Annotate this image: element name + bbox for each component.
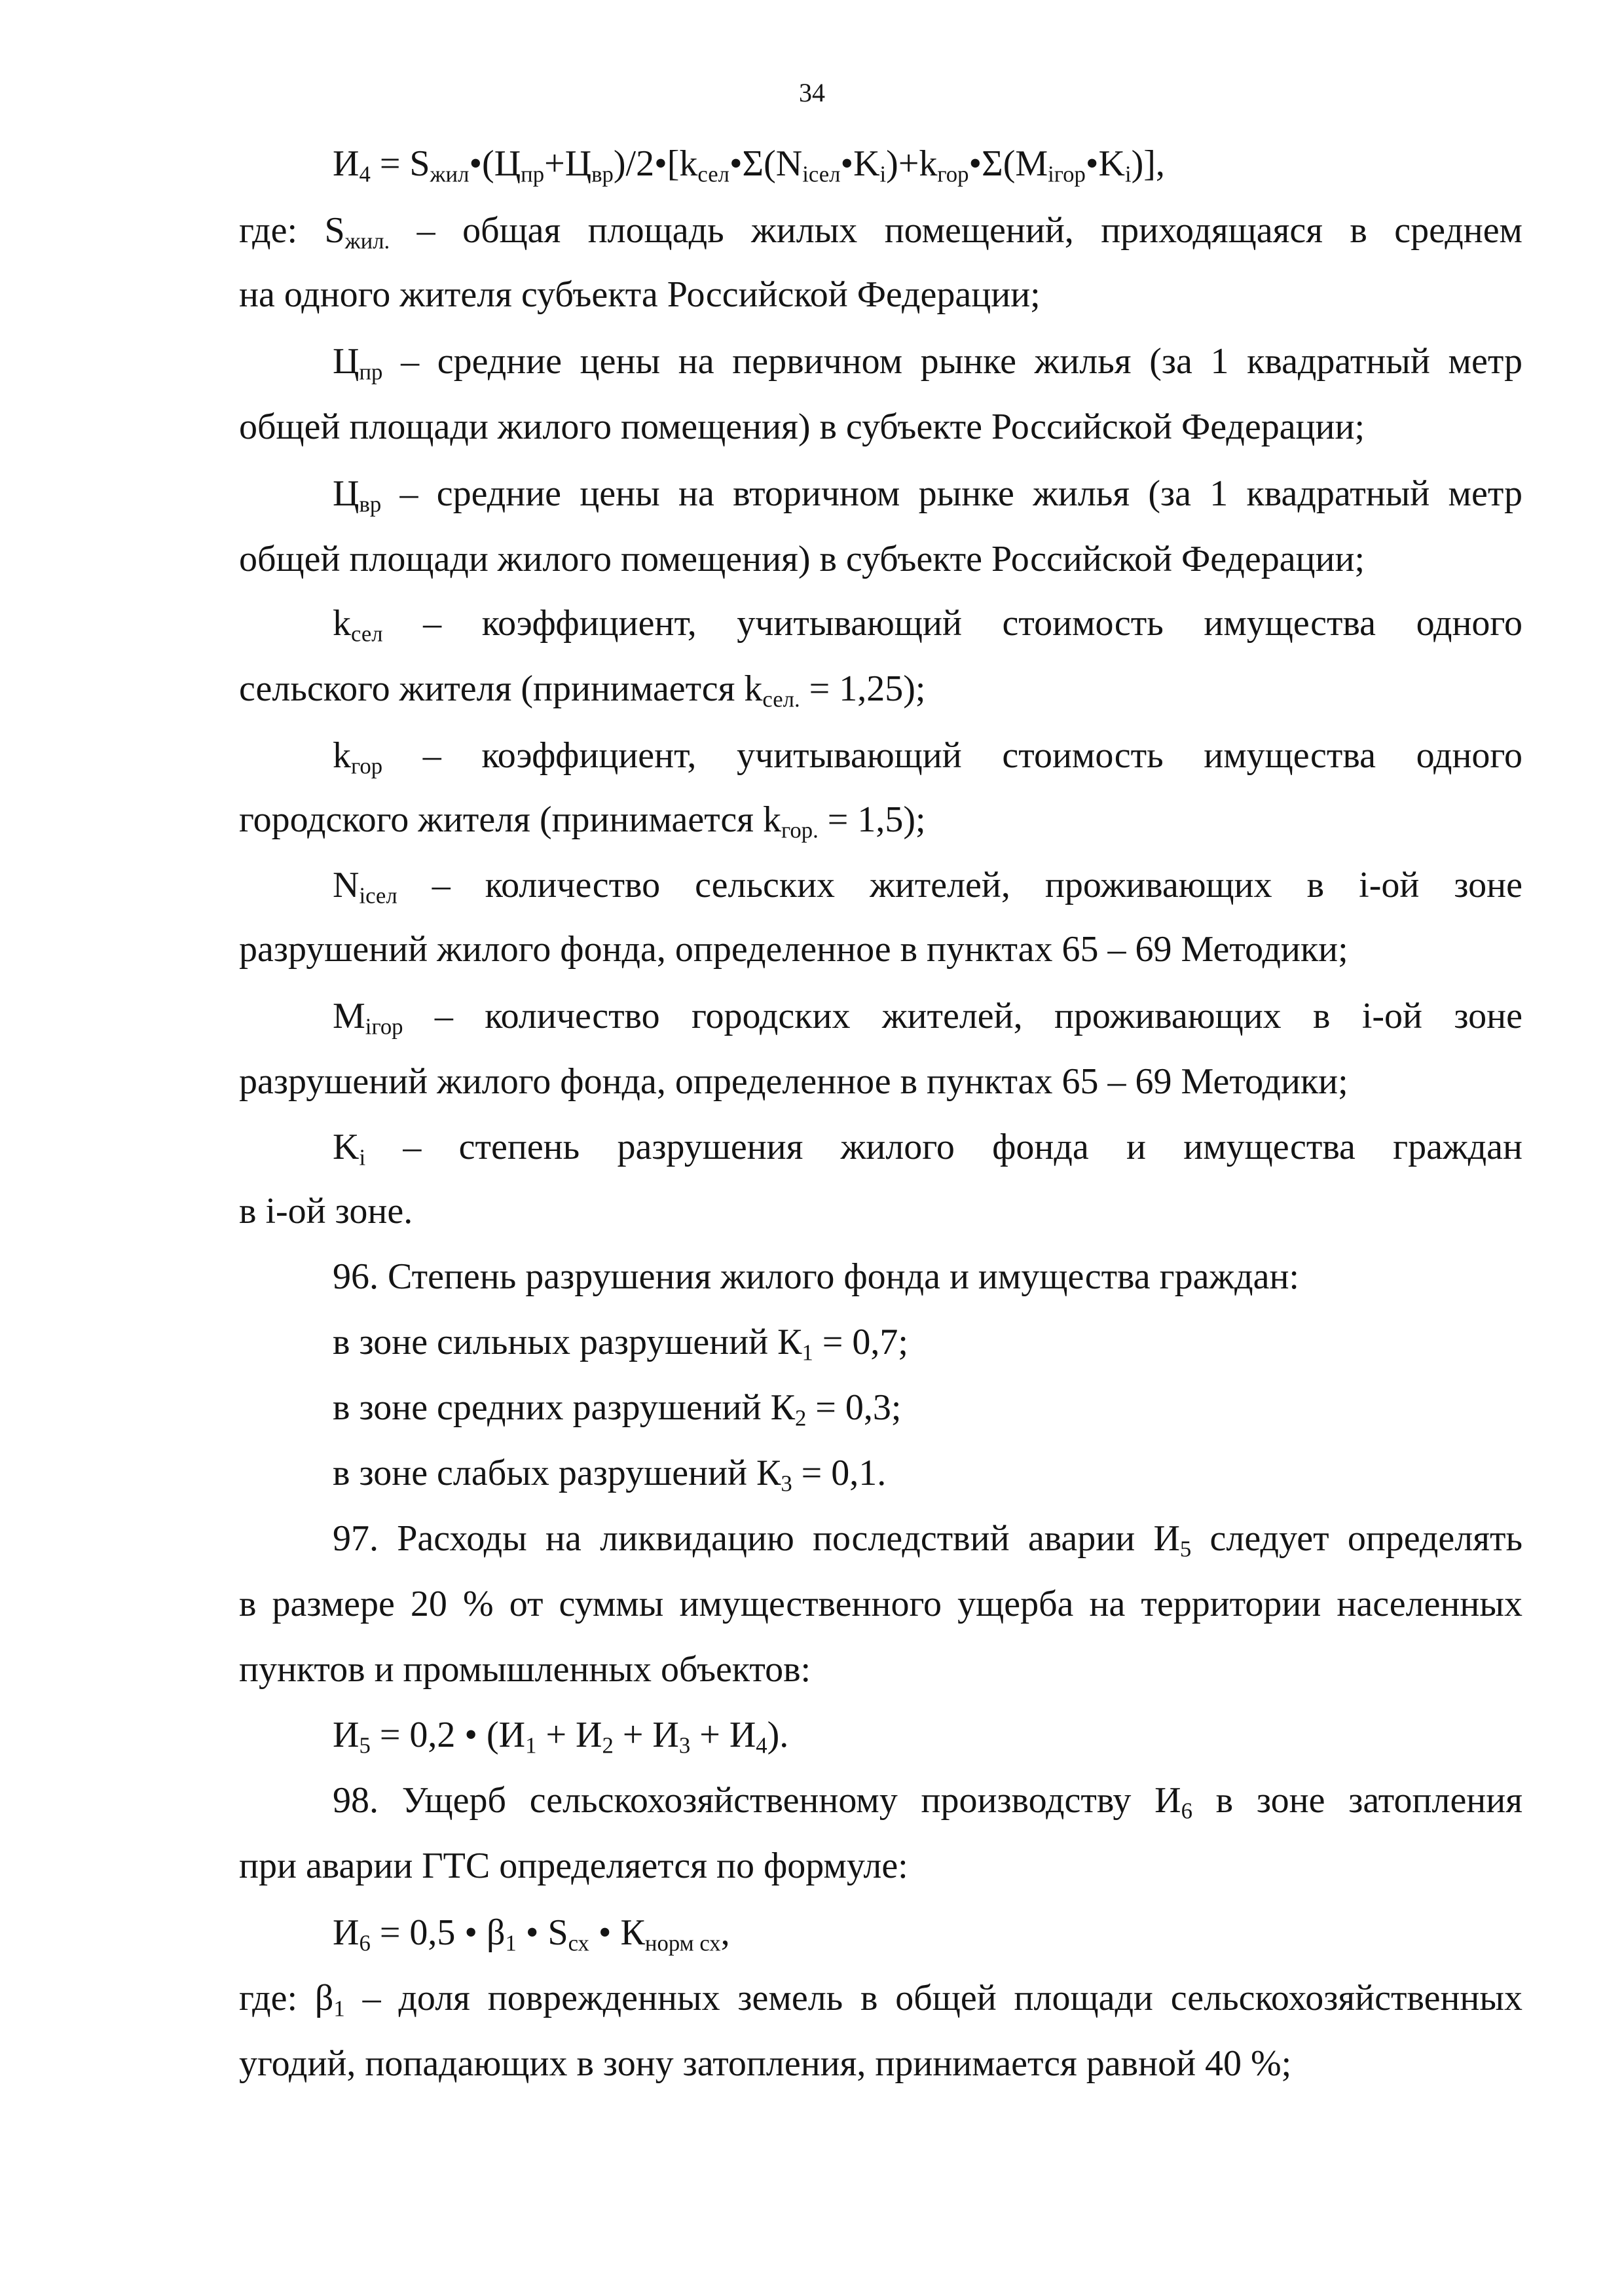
def-migor-line1: $M_{iгор}$ – количество городских жителей, проживающих в i-ой зоне	[333, 996, 1522, 1040]
p97-line2: в размере 20 % от суммы имущественного ущерба на территории населенных	[239, 1584, 1522, 1624]
def-ki-line2: в i-ой зоне.	[239, 1191, 413, 1231]
def-kgor-line1: $k_{гор}$ – коэффициент, учитывающий стоимость имущества одного	[333, 735, 1522, 779]
def-nisel-line2: разрушений жилого фонда, определенное в пунктах 65 – 69 Методики;	[239, 929, 1348, 970]
def-cvr-line1: $Ц_{вр}$ – средние цены на вторичном рынке жилья (за 1 квадратный метр	[333, 473, 1522, 517]
def-migor-line2: разрушений жилого фонда, определенное в пунктах 65 – 69 Методики;	[239, 1061, 1348, 1102]
def-kgor-line2: городского жителя (принимается $k_{гор.} = 1,5$);	[239, 799, 926, 843]
def-cpr-line1: $Ц_{пр}$ – средние цены на первичном рынке жилья (за 1 квадратный метр	[333, 341, 1522, 385]
p96-zone-strong: в зоне сильных разрушений $К_1 = 0,7$;	[333, 1322, 908, 1366]
p97-line1: 97. Расходы на ликвидацию последствий аварии $И_5$ следует определять	[333, 1518, 1522, 1562]
p97-line3: пунктов и промышленных объектов:	[239, 1649, 811, 1690]
formula-i6: $И_6 = 0,5$ • $\beta_1$ • $S_{сх}$ • $К_{норм сх}$,	[333, 1912, 730, 1956]
p96-title: 96. Степень разрушения жилого фонда и имущества граждан:	[333, 1256, 1299, 1297]
def-ksel-line1: $k_{сел}$ – коэффициент, учитывающий стоимость имущества одного	[333, 603, 1522, 647]
p98-def-line2: угодий, попадающих в зону затопления, принимается равной 40 %;	[239, 2043, 1292, 2084]
def-nisel-line1: $N_{iсел}$ – количество сельских жителей, проживающих в i-ой зоне	[333, 865, 1522, 909]
def-s-line2: на одного жителя субъекта Российской Федерации;	[239, 274, 1041, 315]
p96-zone-weak: в зоне слабых разрушений $К_3 = 0,1$.	[333, 1453, 887, 1497]
p98-def-line1: где: $\beta_1$ – доля поврежденных земель в общей площади сельскохозяйственных	[239, 1978, 1523, 2022]
p98-line1: 98. Ущерб сельскохозяйственному производству $И_6$ в зоне затопления	[333, 1780, 1522, 1824]
formula-i5: $И_5 = 0,2$ • $(И_1 + И_2 + И_3 + И_4)$.	[333, 1715, 789, 1758]
p96-zone-medium: в зоне средних разрушений $К_2 = 0,3$;	[333, 1387, 902, 1431]
def-ki-line1: $K_i$ – степень разрушения жилого фонда и имущества граждан	[333, 1127, 1522, 1171]
def-cvr-line2: общей площади жилого помещения) в субъекте Российской Федерации;	[239, 539, 1365, 579]
p98-line2: при аварии ГТС определяется по формуле:	[239, 1846, 908, 1886]
def-s-line1: где: $S_{жил.}$ – общая площадь жилых помещений, приходящаяся в среднем	[239, 210, 1522, 254]
def-cpr-line2: общей площади жилого помещения) в субъекте Российской Федерации;	[239, 407, 1365, 447]
formula-i4: $И_4$ = $S_{жил}•(Ц_{пр}+Ц_{вр})/2•[k_{сел}•\Sigma(N_{iсел}•K_i)+k_{гор}•\Sigma(M_{iгор}•K_i)]$,	[333, 143, 1165, 187]
def-ksel-line2: сельского жителя (принимается $k_{сел.} = 1,25$);	[239, 668, 926, 712]
page-number: 34	[799, 78, 825, 107]
